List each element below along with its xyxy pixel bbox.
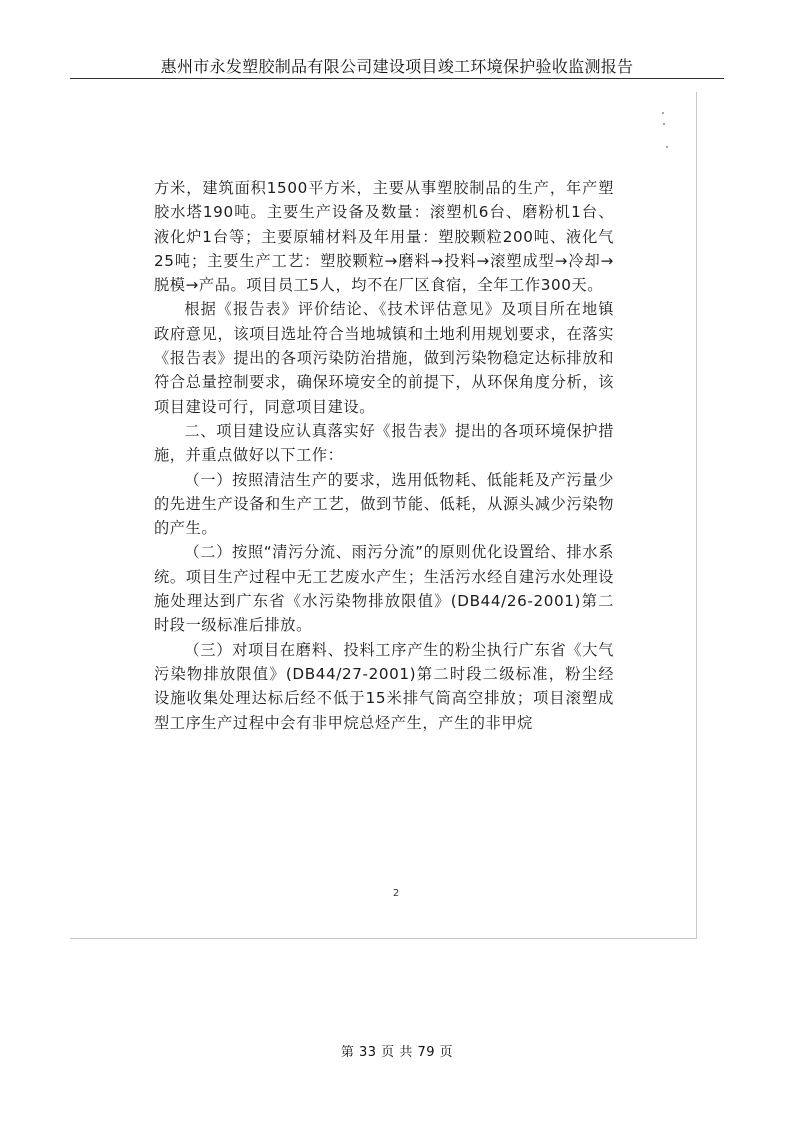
scan-speck [662, 112, 664, 114]
paragraph-approval-conclusion: 根据《报告表》评价结论、《技术评估意见》及项目所在地镇政府意见，该项目选址符合当地城镇和土地利用规划要求，在落实《报告表》提出的各项污染防治措施，做到污染物稳定达标排放和符合总量控制要求，确保环境安全的前提下，从环保角度分析，该项目建设可行，同意项目建设。 [154, 300, 614, 416]
paragraph-section-two-heading: 二、项目建设应认真落实好《报告表》提出的各项环境保护措施，并重点做好以下工作： [154, 421, 614, 465]
scanned-page [70, 92, 697, 939]
paragraph-item-two: （二）按照“清污分流、雨污分流”的原则优化设置给、排水系统。项目生产过程中无工艺废水产生；生活污水经自建污水处理设施处理达到广东省《水污染物排放限值》(DB44/26-2001)第二时段一级标准后排放。 [154, 543, 614, 635]
scan-speck [663, 123, 665, 125]
scanned-text-body [154, 176, 614, 735]
scanned-page-number: 2 [392, 888, 400, 899]
paragraph-item-three: （三）对项目在磨料、投料工序产生的粉尘执行广东省《大气污染物排放限值》(DB44/27-2001)第二时段二级标准，粉尘经设施收集处理达标后经不低于15米排气筒高空排放；项目滚塑成型工序生产过程中会有非甲烷总烃产生，产生的非甲烷 [154, 640, 614, 732]
header-title: 惠州市永发塑胶制品有限公司建设项目竣工环境保护验收监测报告 [160, 57, 634, 76]
document-header [70, 56, 724, 79]
paragraph-item-one: （一）按照清洁生产的要求，选用低物耗、低能耗及产污量少的先进生产设备和生产工艺，做到节能、低耗，从源头减少污染物的产生。 [154, 470, 614, 538]
paragraph-project-overview: 方米，建筑面积1500平方米，主要从事塑胶制品的生产，年产塑胶水塔190吨。主要生产设备及数量：滚塑机6台、磨粉机1台、液化炉1台等；主要原辅材料及年用量：塑胶颗粒200吨、液化气25吨；主要生产工艺：塑胶颗粒→磨料→投料→滚塑成型→冷却→脱模→产品。项目员工5人，均不在厂区食宿，全年工作300天。 [154, 179, 614, 295]
page-footer: 第 33 页 共 79 页 [340, 1045, 454, 1060]
scan-speck [666, 146, 668, 148]
